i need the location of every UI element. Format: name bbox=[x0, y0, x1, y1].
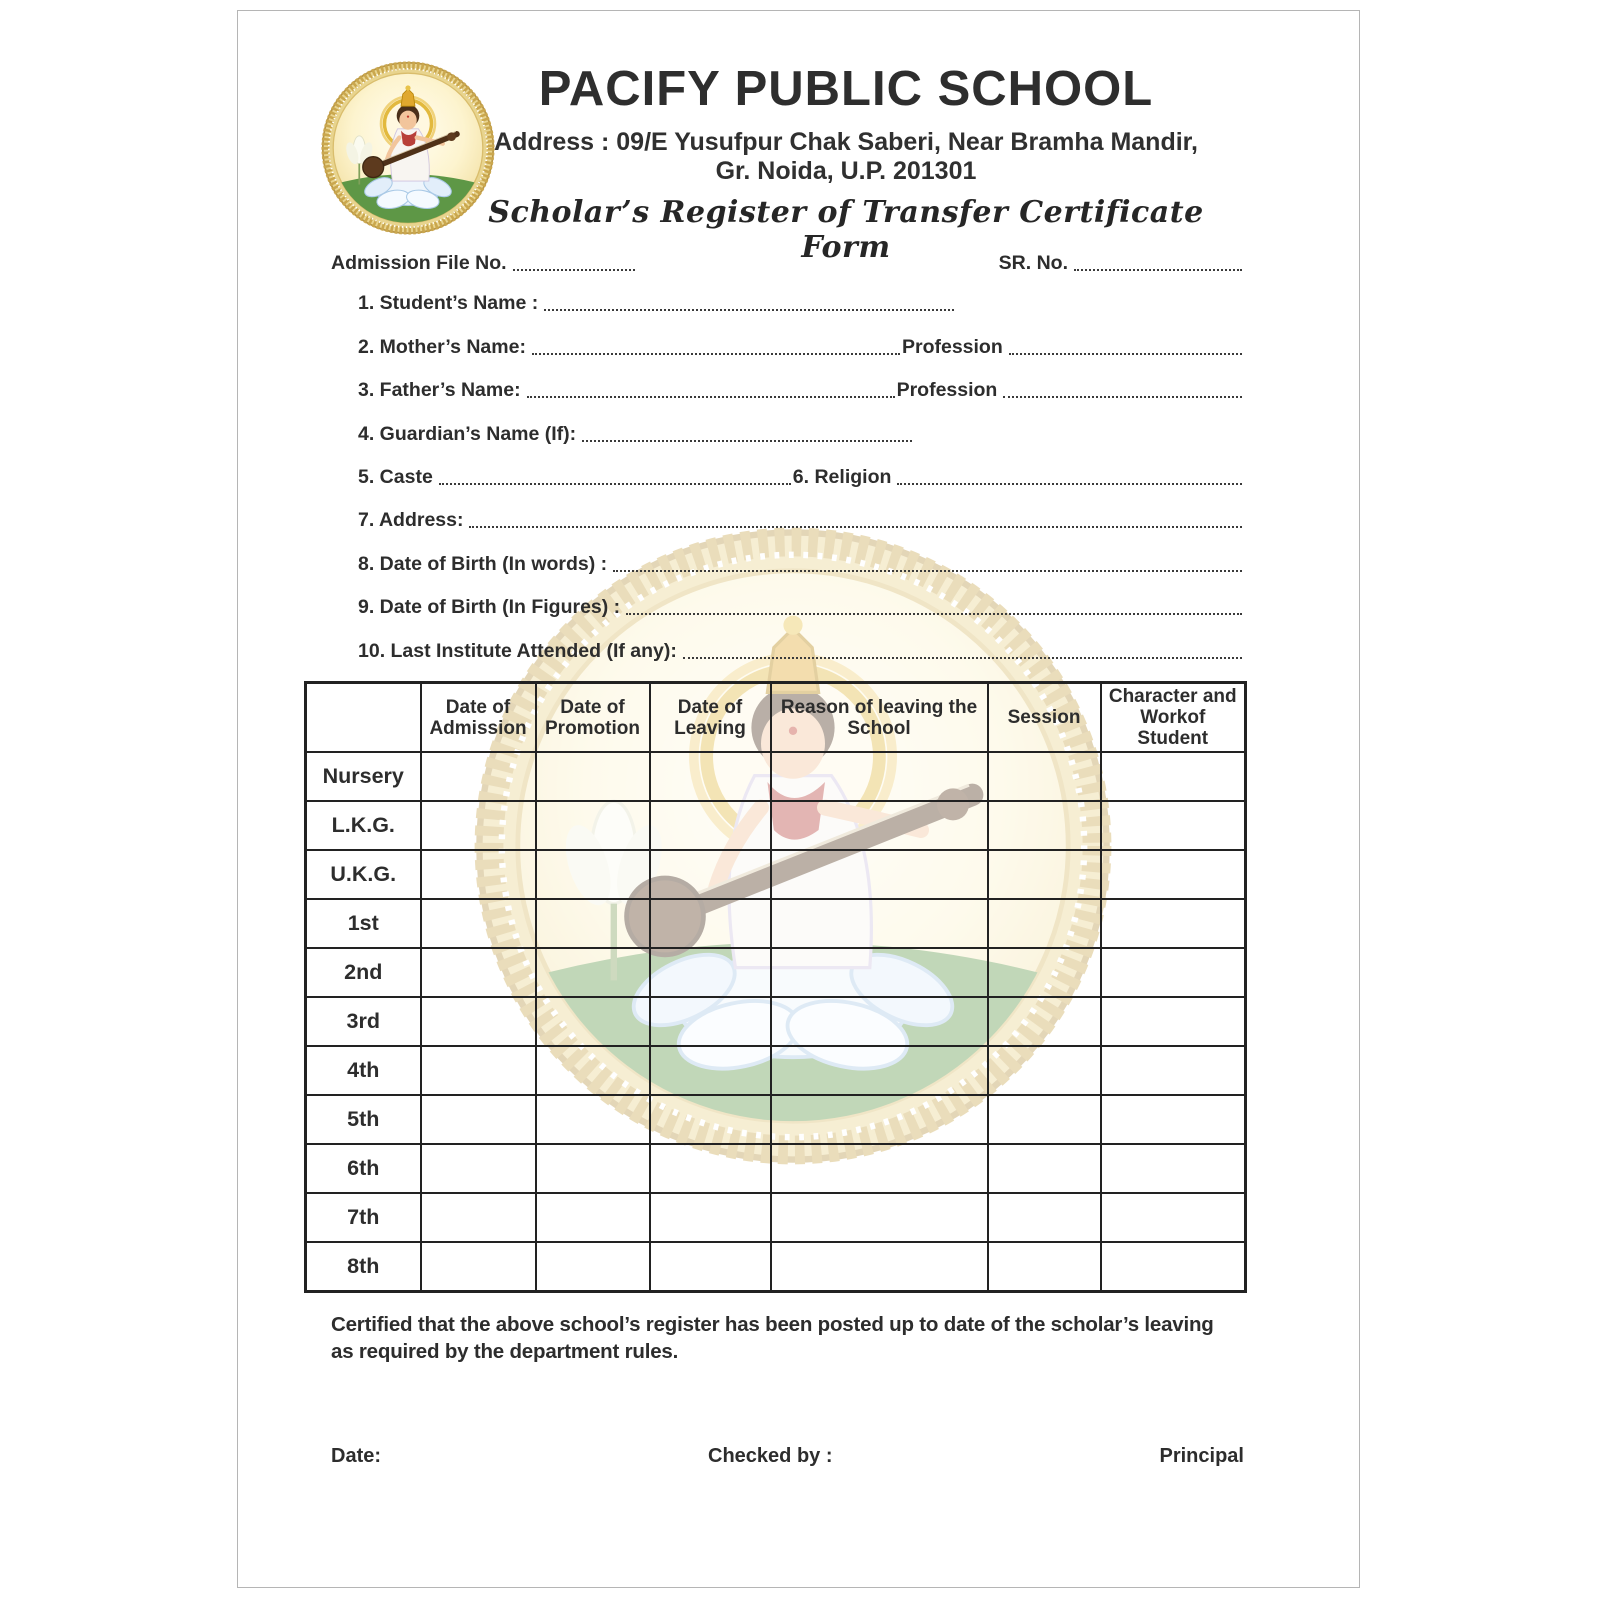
table-cell-empty bbox=[421, 801, 536, 850]
table-cell-empty bbox=[421, 997, 536, 1046]
date-label: Date: bbox=[331, 1445, 382, 1467]
table-cell-empty bbox=[536, 1046, 650, 1095]
row-label: 5th bbox=[306, 1095, 421, 1144]
field-label: Profession bbox=[896, 379, 998, 402]
row-label: 4th bbox=[306, 1046, 421, 1095]
table-cell-empty bbox=[1101, 1144, 1246, 1193]
column-header: Session bbox=[988, 683, 1101, 753]
table-row bbox=[306, 801, 1246, 850]
table-cell-empty bbox=[988, 850, 1101, 899]
table-cell-empty bbox=[650, 1242, 771, 1291]
table-cell-empty bbox=[1101, 1095, 1246, 1144]
field-label: 3. Father’s Name: bbox=[358, 379, 521, 402]
table-cell-empty bbox=[421, 1095, 536, 1144]
table-cell-empty bbox=[536, 1144, 650, 1193]
column-header-class bbox=[306, 683, 421, 753]
dotted-fill-line bbox=[613, 566, 1242, 572]
table-cell-empty bbox=[421, 1144, 536, 1193]
row-label: 1st bbox=[306, 899, 421, 948]
table-cell-empty bbox=[988, 1242, 1101, 1291]
checked-by-label: Checked by : bbox=[708, 1445, 833, 1467]
table-cell-empty bbox=[771, 1046, 988, 1095]
table-cell-empty bbox=[536, 1095, 650, 1144]
row-label: 2nd bbox=[306, 948, 421, 997]
table-cell-empty bbox=[650, 1193, 771, 1242]
table-cell-empty bbox=[421, 899, 536, 948]
table-row bbox=[306, 997, 1246, 1046]
table-cell-empty bbox=[536, 801, 650, 850]
table-row bbox=[306, 1095, 1246, 1144]
form-field-line bbox=[358, 628, 1244, 671]
table-row bbox=[306, 850, 1246, 899]
table-cell-empty bbox=[771, 1095, 988, 1144]
table-cell-empty bbox=[421, 948, 536, 997]
form-page bbox=[237, 10, 1360, 1588]
form-field-line bbox=[358, 541, 1244, 584]
form-field-line bbox=[358, 324, 1244, 367]
dotted-fill-line bbox=[1074, 265, 1242, 271]
dotted-fill-line bbox=[582, 436, 912, 442]
form-field-line bbox=[358, 455, 1244, 498]
field-label: 5. Caste bbox=[358, 465, 433, 488]
table-cell-empty bbox=[1101, 1046, 1246, 1095]
table-cell-empty bbox=[536, 1242, 650, 1291]
dotted-fill-line bbox=[897, 479, 1242, 485]
table-cell-empty bbox=[536, 899, 650, 948]
table-cell-empty bbox=[421, 1193, 536, 1242]
column-header: Date of Leaving bbox=[650, 683, 771, 753]
table-cell-empty bbox=[988, 1095, 1101, 1144]
column-header: Character and Workof Student bbox=[1101, 683, 1246, 753]
admission-file-no-label: Admission File No. bbox=[331, 252, 507, 274]
address-line-1: Address : 09/E Yusufpur Chak Saberi, Near Bramha Mandir, bbox=[494, 128, 1198, 156]
address-line-2: Gr. Noida, U.P. 201301 bbox=[715, 157, 977, 185]
field-label: 10. Last Institute Attended (If any): bbox=[358, 639, 677, 662]
principal-label: Principal bbox=[1159, 1445, 1244, 1467]
column-header: Date of Promotion bbox=[536, 683, 650, 753]
table-cell-empty bbox=[1101, 1242, 1246, 1291]
table-row bbox=[306, 948, 1246, 997]
table-cell-empty bbox=[988, 997, 1101, 1046]
certification-text bbox=[331, 1311, 1341, 1365]
row-label: 3rd bbox=[306, 997, 421, 1046]
table-cell-empty bbox=[650, 1144, 771, 1193]
table-cell-empty bbox=[1101, 850, 1246, 899]
field-label: 4. Guardian’s Name (If): bbox=[358, 422, 577, 445]
table-cell-empty bbox=[988, 801, 1101, 850]
certification-line-1: Certified that the above school’s register has been posted up to date of the scholar’s leaving bbox=[331, 1313, 1214, 1336]
table-cell-empty bbox=[1101, 948, 1246, 997]
table-cell-empty bbox=[536, 948, 650, 997]
dotted-fill-line bbox=[626, 609, 1242, 615]
table-cell-empty bbox=[650, 850, 771, 899]
form-header bbox=[458, 61, 1234, 265]
table-cell-empty bbox=[650, 948, 771, 997]
column-header: Date of Admission bbox=[421, 683, 536, 753]
field-label: 2. Mother’s Name: bbox=[358, 335, 526, 358]
form-field-line bbox=[358, 368, 1244, 411]
table-cell-empty bbox=[771, 1242, 988, 1291]
certification-line-2: as required by the department rules. bbox=[331, 1340, 679, 1363]
classes-table bbox=[304, 681, 1247, 1293]
field-label: Profession bbox=[901, 335, 1003, 358]
field-label: 8. Date of Birth (In words) : bbox=[358, 552, 608, 575]
table-cell-empty bbox=[650, 752, 771, 801]
table-cell-empty bbox=[988, 1193, 1101, 1242]
column-header: Reason of leaving the School bbox=[771, 683, 988, 753]
table-cell-empty bbox=[421, 850, 536, 899]
table-cell-empty bbox=[421, 1242, 536, 1291]
field-label: 1. Student’s Name : bbox=[358, 292, 539, 315]
dotted-fill-line bbox=[544, 305, 954, 311]
signature-row bbox=[331, 1445, 1244, 1468]
table-cell-empty bbox=[650, 801, 771, 850]
table-cell-empty bbox=[771, 801, 988, 850]
table-row bbox=[306, 752, 1246, 801]
field-label: 6. Religion bbox=[792, 465, 892, 488]
dotted-fill-line bbox=[527, 392, 895, 398]
table-cell-empty bbox=[771, 850, 988, 899]
table-cell-empty bbox=[536, 1193, 650, 1242]
table-row bbox=[306, 1193, 1246, 1242]
table-cell-empty bbox=[771, 997, 988, 1046]
form-field-line bbox=[358, 498, 1244, 541]
table-row bbox=[306, 899, 1246, 948]
table-cell-empty bbox=[771, 1193, 988, 1242]
table-cell-empty bbox=[988, 948, 1101, 997]
table-cell-empty bbox=[771, 899, 988, 948]
row-label: L.K.G. bbox=[306, 801, 421, 850]
table-cell-empty bbox=[988, 1144, 1101, 1193]
form-field-line bbox=[358, 411, 1244, 454]
table-cell-empty bbox=[1101, 801, 1246, 850]
table-cell-empty bbox=[988, 899, 1101, 948]
table-cell-empty bbox=[421, 1046, 536, 1095]
form-title: Scholar’s Register of Transfer Certificate Form bbox=[488, 195, 1204, 265]
table-cell-empty bbox=[1101, 1193, 1246, 1242]
table-cell-empty bbox=[536, 997, 650, 1046]
form-field-line bbox=[358, 585, 1244, 628]
table-cell-empty bbox=[1101, 752, 1246, 801]
form-fields bbox=[358, 281, 1244, 672]
table-cell-empty bbox=[536, 752, 650, 801]
row-label: 8th bbox=[306, 1242, 421, 1291]
dotted-fill-line bbox=[469, 522, 1242, 528]
row-label: 6th bbox=[306, 1144, 421, 1193]
field-label: 9. Date of Birth (In Figures) : bbox=[358, 596, 621, 619]
row-label: U.K.G. bbox=[306, 850, 421, 899]
field-label: 7. Address: bbox=[358, 509, 464, 532]
row-label: 7th bbox=[306, 1193, 421, 1242]
dotted-fill-line bbox=[532, 349, 900, 355]
table-cell-empty bbox=[421, 752, 536, 801]
table-cell-empty bbox=[1101, 899, 1246, 948]
dotted-fill-line bbox=[513, 265, 635, 271]
table-cell-empty bbox=[988, 752, 1101, 801]
dotted-fill-line bbox=[439, 479, 791, 485]
table-row bbox=[306, 1242, 1246, 1291]
sr-no-label: SR. No. bbox=[998, 252, 1068, 274]
table-cell-empty bbox=[650, 1046, 771, 1095]
table-cell-empty bbox=[650, 1095, 771, 1144]
table-cell-empty bbox=[536, 850, 650, 899]
table-cell-empty bbox=[988, 1046, 1101, 1095]
dotted-fill-line bbox=[1009, 349, 1242, 355]
dotted-fill-line bbox=[683, 653, 1242, 659]
form-field-line bbox=[358, 281, 1244, 324]
classes-table-wrap bbox=[304, 681, 1247, 1293]
table-row bbox=[306, 1144, 1246, 1193]
table-cell-empty bbox=[650, 997, 771, 1046]
admission-sr-row bbox=[331, 249, 1244, 279]
table-header-row bbox=[306, 683, 1246, 753]
row-label: Nursery bbox=[306, 752, 421, 801]
table-cell-empty bbox=[650, 899, 771, 948]
school-name: PACIFY PUBLIC SCHOOL bbox=[538, 62, 1154, 116]
table-cell-empty bbox=[771, 948, 988, 997]
table-cell-empty bbox=[771, 752, 988, 801]
table-cell-empty bbox=[1101, 997, 1246, 1046]
school-address bbox=[458, 128, 1234, 186]
table-cell-empty bbox=[771, 1144, 988, 1193]
dotted-fill-line bbox=[1003, 392, 1242, 398]
table-row bbox=[306, 1046, 1246, 1095]
